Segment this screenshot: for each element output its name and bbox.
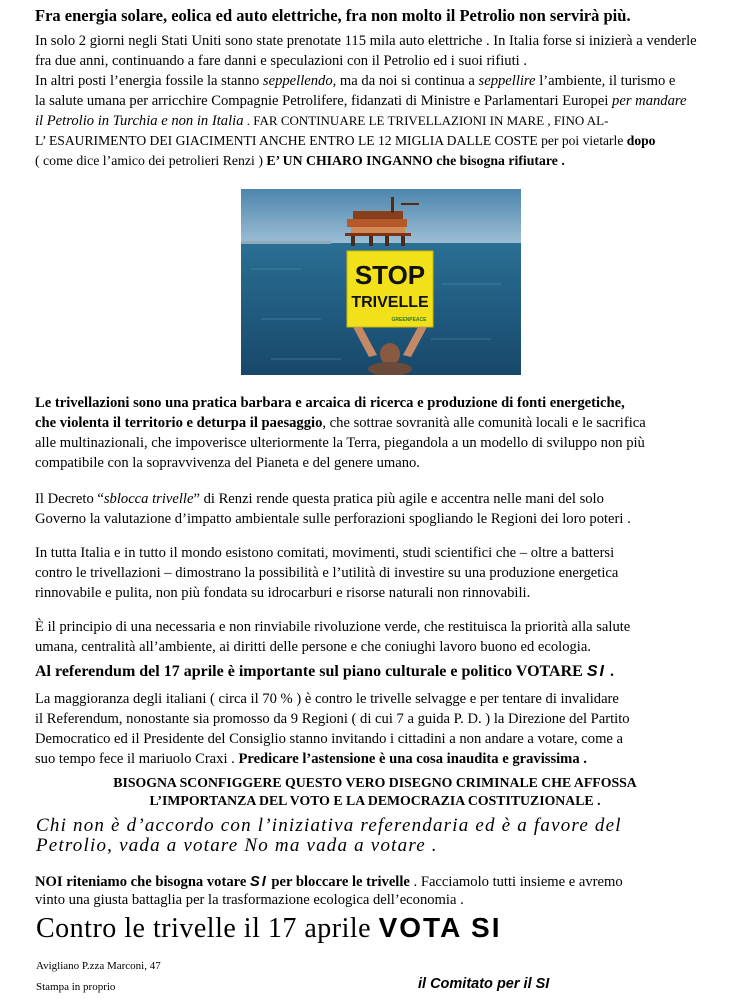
text-italic: sblocca trivelle xyxy=(103,491,194,507)
intro-line: In solo 2 giorni negli Stati Uniti sono state prenotate 115 mila auto elettriche . In Italia forse si inizierà a venderle xyxy=(35,33,697,49)
text: ” di Renzi rende questa pratica più agile e accentra nelle mani del solo xyxy=(193,491,604,507)
para1-line: alle multinazionali, che impoverisce ulteriormente la Terra, piegandola a un modello di sviluppo non più xyxy=(35,435,645,451)
para5-line: Democratico ed il Presidente del Consiglio stanno invitando i cittadini a non andare a votare, come a xyxy=(35,731,624,747)
page-title: Fra energia solare, eolica ed auto elettriche, fra non molto il Petrolio non servirà più. xyxy=(35,6,631,25)
intro-line xyxy=(35,111,608,131)
para2-line: Governo la valutazione d’impatto ambientale sulle perforazioni spogliando le Regioni dei loro poteri . xyxy=(35,511,631,527)
slogan-emphasis: VOTA SI xyxy=(378,912,502,943)
text: suo tempo fece il mariuolo Craxi . xyxy=(35,751,239,767)
para3-line: rinnovabile e pulita, non più fondata su idrocarburi e risorse naturali non rinnovabili. xyxy=(35,585,531,601)
intro-line: fra due anni, continuando a fare danni e speculazioni con il Petrolio ed i suoi rifiuti . xyxy=(35,53,527,69)
para5-line xyxy=(35,749,587,769)
text: L’ ESAURIMENTO DEI GIACIMENTI ANCHE ENTRO LE 12 MIGLIA DALLE COSTE per poi vietarle xyxy=(35,133,627,148)
banner-brand: GREENPEACE xyxy=(391,317,427,323)
footer-signature: il Comitato per il SI xyxy=(418,976,550,992)
call-line xyxy=(35,872,623,892)
text: In altri posti l’energia fossile la stanno xyxy=(35,73,263,89)
text-italic: seppellendo xyxy=(262,73,333,89)
text: , ma da noi si continua a xyxy=(332,73,479,89)
stop-trivelle-photo xyxy=(241,189,521,375)
slogan-text: Contro le trivelle il 17 aprile xyxy=(36,913,379,944)
text: . FAR CONTINUARE LE TRIVELLAZIONI IN MARE , FINO AL- xyxy=(243,113,609,128)
referendum-heading xyxy=(35,661,614,683)
para5-line: il Referendum, nonostante sia promosso da 9 Regioni ( di cui 7 a guida P. D. ) la Direzione del Partito xyxy=(35,711,630,727)
para4-line: È il principio di una necessaria e non rinviabile rivoluzione verde, che restituisca la priorità alla salute xyxy=(35,619,631,635)
text-bold: per bloccare le trivelle xyxy=(267,874,410,890)
text-bold: che violenta il territorio e deturpa il paesaggio xyxy=(35,415,323,431)
text-bold: NOI riteniamo che bisogna votare xyxy=(35,874,250,890)
call-line: vinto una giusta battaglia per la trasformazione ecologica dell’economia . xyxy=(35,892,464,908)
text-italic: seppellire xyxy=(478,73,536,89)
si-emphasis: SI xyxy=(249,874,268,890)
para4-line: umana, centralità all’ambiente, ai diritti delle persone e che coniughi lavoro buono ed ecologia. xyxy=(35,639,591,655)
banner-line1: STOP xyxy=(354,260,426,290)
photo-illustration xyxy=(241,189,521,375)
text-bold: Predicare l’astensione è una cosa inaudita e gravissima . xyxy=(238,751,587,767)
text-italic: per mandare xyxy=(612,93,687,109)
text: la salute umana per arricchire Compagnie Petrolifere, fidanzati di Ministre e Parlamentari Europei xyxy=(35,93,613,109)
text-bold: Al referendum del 17 aprile è importante sul piano culturale e politico VOTARE xyxy=(35,663,587,680)
banner xyxy=(347,251,433,327)
footer-print: Stampa in proprio xyxy=(36,981,116,993)
text-bold: dopo xyxy=(626,133,656,148)
warning-line: L’IMPORTANZA DEL VOTO E LA DEMOCRAZIA COSTITUZIONALE . xyxy=(149,793,601,808)
intro-line xyxy=(35,151,565,171)
slogan xyxy=(36,912,502,945)
text-italic: il Petrolio in Turchia e non in Italia xyxy=(35,113,244,129)
text: ( come dice l’amico dei petrolieri Renzi ) xyxy=(35,153,267,168)
si-emphasis: SI xyxy=(586,663,606,680)
banner-line2: TRIVELLE xyxy=(351,294,429,311)
text: . Facciamolo tutti insieme e avremo xyxy=(409,874,623,890)
para1-line xyxy=(35,413,646,433)
text: Il Decreto “ xyxy=(35,491,104,507)
appeal-line: Petrolio, vada a votare No ma vada a votare . xyxy=(36,835,438,856)
text-bold: . xyxy=(605,663,614,680)
para3-line: contro le trivellazioni – dimostrano la possibilità e l’utilità di investire su una produzione energetica xyxy=(35,565,619,581)
para3-line: In tutta Italia e in tutto il mondo esistono comitati, movimenti, studi scientifici che – oltre a battersi xyxy=(35,545,615,561)
text: , che sottrae sovranità alle comunità locali e le sacrifica xyxy=(322,415,646,431)
para2-line xyxy=(35,489,604,509)
intro-line xyxy=(35,71,675,91)
appeal-line: Chi non è d’accordo con l’iniziativa referendaria ed è a favore del xyxy=(36,815,622,836)
para1-line: Le trivellazioni sono una pratica barbara e arcaica di ricerca e produzione di fonti energetiche, xyxy=(35,395,625,411)
text-bold: E’ UN CHIARO INGANNO che bisogna rifiutare . xyxy=(266,153,565,168)
para5-line: La maggioranza degli italiani ( circa il 70 % ) è contro le trivelle selvagge e per tentare di invalidare xyxy=(35,691,619,707)
footer-address: Avigliano P.zza Marconi, 47 xyxy=(36,960,161,972)
warning-line: BISOGNA SCONFIGGERE QUESTO VERO DISEGNO CRIMINALE CHE AFFOSSA xyxy=(113,775,637,790)
text: l’ambiente, il turismo e xyxy=(535,73,676,89)
intro-line xyxy=(35,91,687,111)
para1-line: compatibile con la sopravvivenza del Pianeta e del genere umano. xyxy=(35,455,420,471)
intro-line xyxy=(35,131,655,151)
